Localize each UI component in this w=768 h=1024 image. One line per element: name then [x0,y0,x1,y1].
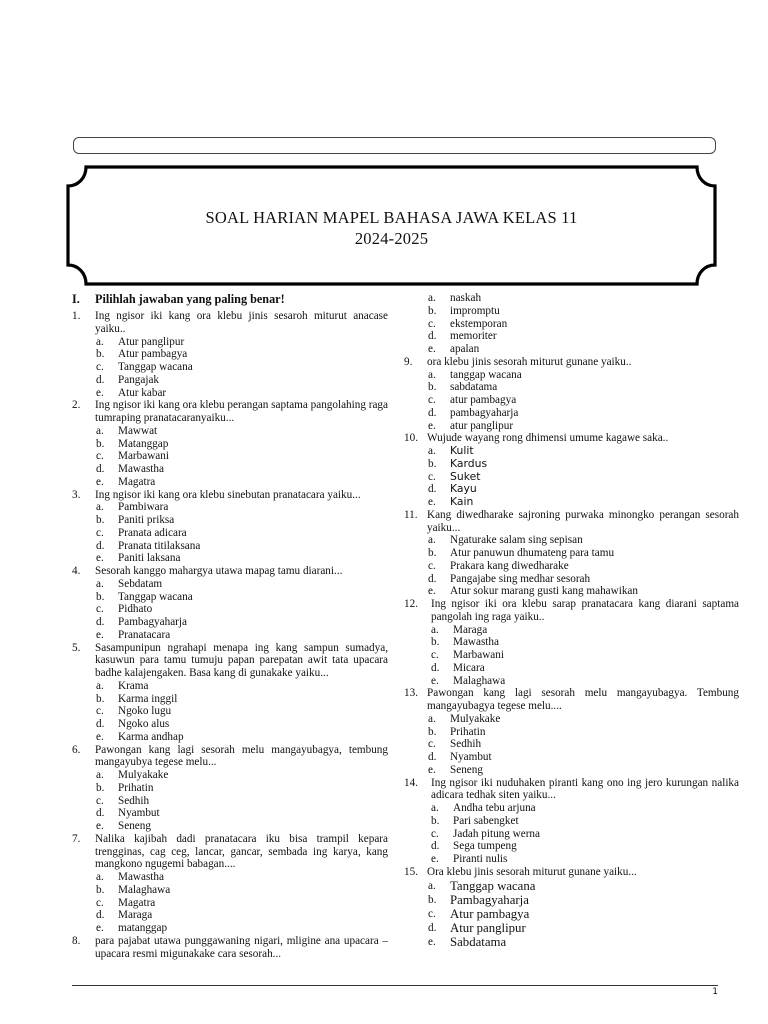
answer-option [404,305,739,318]
option-letter: d. [96,807,105,820]
question-11 [404,509,739,535]
answer-option [72,820,388,833]
option-letter: e. [96,475,104,488]
question-text: Pawongan kang lagi sesorah melu mangayubagya. Tembung mangayubagya tegese melu.... [427,687,739,712]
option-text: Matanggap [118,437,169,450]
option-text: Pambiwara [118,501,169,514]
option-letter: d. [428,921,437,934]
answer-option [404,318,739,331]
option-letter: d. [96,616,105,628]
option-text: atur panglipur [450,419,514,432]
option-letter: a. [428,292,436,304]
option-letter: e. [96,820,104,832]
answer-option [72,718,388,731]
option-text: ekstemporan [450,317,508,330]
question-number: 10. [404,432,418,445]
option-text: Pambagyaharja [450,892,529,907]
answer-option [72,922,388,935]
option-text: Mawwat [118,424,158,437]
answer-option [72,450,388,463]
option-letter: c. [96,896,104,909]
option-letter: c. [96,794,104,807]
option-letter: c. [428,738,436,751]
answer-option [72,348,388,361]
answer-option [404,407,739,420]
option-letter: b. [428,893,437,906]
answer-option [72,769,388,782]
page-number: 1 [712,987,718,997]
option-letter: a. [96,871,104,883]
question-number: 12. [404,598,418,610]
option-letter: b. [428,457,437,470]
option-letter: d. [96,909,105,922]
option-letter: b. [96,514,105,526]
question-text: Sasampunipun ngrahapi menapa ing kang sampun sumadya, kasuwun para tamu tumuju papan parepatan awit tata upacara badhe kalajengaken. Basa kang di gunakake yaiku... [95,641,388,679]
option-text: Pranatacara [118,628,171,641]
option-text: Pranata adicara [118,526,187,539]
option-text: Tanggap wacana [450,878,536,893]
answer-option [72,438,388,451]
option-text: Maraga [453,623,488,636]
option-letter: c. [96,450,104,463]
question-4 [72,565,388,578]
option-text: Mawastha [453,636,499,649]
option-text: Sedhih [118,794,150,807]
option-letter: c. [428,470,436,483]
option-letter: b. [431,814,440,827]
answer-option [404,330,739,343]
option-text: Karma inggil [118,692,178,705]
option-list [72,425,388,489]
question-text: Nalika kajibah dadi pranatacara iku bisa trampil kepara trengginas, cag ceg, lancar, gancar, sembada ing karya, kang mangkono ngugemi babagan.... [95,832,388,871]
option-text: Pangajak [118,373,160,386]
option-letter: e. [96,628,104,641]
option-letter: e. [96,552,104,565]
option-list [72,336,388,400]
question-text: Ora klebu jinis sesorah miturut gunane yaiku... [427,865,637,878]
option-letter: b. [96,692,105,705]
answer-option [72,425,388,438]
option-text: Sabdatama [450,934,507,949]
question-6 [72,744,388,770]
option-letter: e. [428,343,436,355]
option-text: Atur pambagya [450,906,530,921]
option-letter: d. [428,330,437,343]
option-text: Marbawani [118,450,169,463]
section-number: I. [72,292,80,306]
option-text: Atur kabar [118,386,167,399]
option-letter: d. [428,483,437,496]
option-letter: a. [428,445,436,457]
option-letter: e. [428,419,436,432]
option-list [72,769,388,833]
option-letter: a. [96,577,104,590]
question-text: Ing ngisor iki kang ora klebu perangan saptama pangolahing raga tumraping pranatacaranyaiku... [95,399,388,424]
question-13 [404,687,739,713]
answer-option [404,815,739,828]
answer-option [404,921,739,935]
option-text: Seneng [118,820,151,832]
answer-option [72,705,388,718]
answer-option [404,573,739,586]
option-text: matanggap [118,922,168,934]
header-pill-border [73,137,716,154]
question-number: 2. [72,399,81,412]
option-letter: d. [431,840,440,853]
option-letter: a. [96,769,104,781]
answer-option [72,361,388,374]
option-list [404,534,739,598]
answer-option [404,879,739,893]
option-text: Sega tumpeng [453,840,517,853]
option-letter: e. [428,763,436,776]
option-letter: d. [96,539,105,552]
question-number: 13. [404,687,418,700]
answer-option [404,624,739,637]
option-letter: a. [428,712,436,725]
question-text: Sesorah kanggo mahargya utawa mapag tamu diarani... [95,565,343,577]
year-line: 2024-2025 [354,229,429,248]
question-number: 11. [404,508,418,521]
option-letter: c. [428,907,436,920]
option-text: atur pambagya [450,394,517,406]
option-letter: a. [431,802,439,814]
option-list [72,680,388,744]
answer-option [404,394,739,407]
option-text: Pidhato [118,603,153,616]
option-list [404,713,739,777]
answer-option [72,884,388,897]
option-text: memoriter [450,330,497,343]
option-text: Atur pambagya [118,348,188,361]
option-text: Maraga [118,909,153,922]
answer-option [72,552,388,565]
question-text: Ing ngisor iki kang ora klebu jinis sesaroh miturut anacase yaiku.. [95,310,388,335]
option-letter: a. [96,335,104,348]
answer-option [404,893,739,907]
answer-option [72,527,388,540]
option-letter: e. [96,730,104,743]
answer-option [404,802,739,815]
question-9 [404,356,739,369]
answer-option [72,731,388,744]
option-list [72,501,388,565]
question-12 [404,598,739,624]
answer-option [72,514,388,527]
option-letter: c. [96,705,104,718]
option-letter: d. [428,751,437,763]
option-text: Tanggap wacana [118,590,193,603]
question-2 [72,399,388,425]
option-text: Pranata titilaksana [118,539,201,552]
option-text: Mawastha [118,463,164,475]
answer-option [72,463,388,476]
answer-option [404,343,739,356]
option-letter: d. [96,373,105,386]
question-text: Ing ngisor iki kang ora klebu sinebutan pranatacara yaiku... [95,488,361,501]
option-letter: e. [428,496,436,508]
option-text: Paniti priksa [118,514,175,526]
option-letter: a. [96,679,104,692]
option-text: tanggap wacana [450,368,522,381]
answer-option [72,476,388,489]
option-text: Prihatin [450,725,486,738]
option-letter: a. [428,368,436,381]
option-text: naskah [450,292,482,304]
option-letter: c. [96,603,104,616]
option-text: Sebdatam [118,577,163,590]
option-letter: e. [96,386,104,399]
question-number: 4. [72,565,81,577]
option-letter: b. [96,348,105,361]
option-letter: b. [428,725,437,738]
option-list [72,871,388,935]
question-number: 6. [72,743,81,756]
option-text: Malaghawa [453,674,506,687]
option-text: Ngoko lugu [118,705,172,718]
option-text: Prihatin [118,781,154,794]
option-letter: b. [96,781,105,794]
answer-option [404,292,739,305]
answer-option [72,578,388,591]
question-1 [72,310,388,336]
option-text: Paniti laksana [118,552,181,565]
answer-option [404,649,739,662]
option-text: Ngoko alus [118,718,170,730]
option-text: Marbawani [453,649,504,661]
option-letter: c. [96,526,104,539]
question-3 [72,489,388,502]
option-text: Nyambut [450,751,492,763]
option-text: Seneng [450,763,483,776]
option-text: Kardus [450,456,488,470]
question-text: para pajabat utawa punggawaning nigari, mligine ana upacara – upacara resmi migunakake cara sesorah... [95,934,388,960]
option-letter: b. [428,547,437,559]
option-text: Jadah pitung werna [453,827,540,840]
left-column [72,292,388,960]
answer-option [404,764,739,777]
answer-option [404,853,739,866]
option-text: Karma andhap [118,730,184,743]
option-letter: d. [428,572,437,585]
answer-option [404,751,739,764]
option-list [404,879,739,949]
question-text: Pawongan kang lagi sesorah melu mangayubagya, tembung mangayubya tegese melu... [95,743,388,769]
footer-divider [72,985,718,986]
option-text: Ngaturake salam sing sepisan [450,534,583,547]
question-number: 5. [72,641,81,654]
option-letter: a. [428,534,436,547]
answer-option [404,547,739,560]
answer-option [404,458,739,471]
option-letter: e. [428,585,436,598]
option-letter: b. [431,636,440,649]
question-5 [72,642,388,680]
answer-option [404,420,739,433]
answer-option [72,782,388,795]
answer-option [404,369,739,382]
question-text: Ing ngisor iki ora klebu sarap pranatacara kang diarani saptama pangolah ing raga yaiku.. [431,598,739,623]
option-letter: c. [428,559,436,572]
answer-option [72,897,388,910]
answer-option [72,795,388,808]
option-list [404,802,739,866]
answer-option [72,501,388,514]
question-text: Ing ngisor iki nuduhaken piranti kang ono ing jero kurungan nalika adicara tedhak siten yaiku... [431,776,739,802]
option-text: Pangajabe sing medhar sesorah [450,572,591,585]
answer-option [72,387,388,400]
answer-option [404,726,739,739]
answer-option [404,662,739,675]
answer-option [72,693,388,706]
option-list [404,292,739,356]
answer-option [404,560,739,573]
option-letter: c. [431,827,439,840]
answer-option [404,675,739,688]
option-text: Sedhih [450,738,482,751]
option-text: Atur panglipur [450,920,526,935]
option-text: Tanggap wacana [118,361,193,373]
option-text: Suket [450,469,481,483]
option-letter: a. [428,879,436,892]
option-text: Pari sabengket [453,814,519,827]
option-text: impromptu [450,304,500,317]
question-number: 1. [72,310,81,322]
answer-option [404,534,739,547]
question-number: 9. [404,355,413,368]
option-list [404,445,739,509]
option-text: Micara [453,661,485,674]
answer-option [72,871,388,884]
answer-option [72,591,388,604]
option-text: Atur panuwun dhumateng para tamu [450,547,615,559]
answer-option [404,445,739,458]
option-text: Andha tebu arjuna [453,802,536,814]
option-letter: a. [96,501,104,514]
document-title [66,207,717,249]
answer-option [404,935,739,949]
answer-option [72,336,388,349]
question-8 [72,935,388,961]
question-text: Wujude wayang rong dhimensi umume kagawe saka.. [427,432,669,445]
answer-option [404,585,739,598]
option-letter: b. [428,304,437,317]
option-letter: e. [96,922,104,934]
option-text: Pambagyaharja [118,616,187,628]
option-letter: d. [428,406,437,419]
option-text: apalan [450,343,480,355]
answer-option [404,713,739,726]
option-letter: c. [431,649,439,661]
option-text: Mulyakake [450,712,501,725]
answer-option [404,738,739,751]
option-text: Atur panglipur [118,335,185,348]
question-text: ora klebu jinis sesorah miturut gunane yaiku.. [427,355,632,368]
option-letter: c. [428,317,436,330]
answer-option [72,909,388,922]
option-text: Kayu [450,482,477,496]
option-text: Kain [450,495,474,508]
answer-option [404,907,739,921]
option-letter: a. [431,623,439,636]
answer-option [72,616,388,629]
right-column [404,292,739,949]
option-list [72,578,388,642]
option-letter: c. [96,361,104,373]
question-number: 3. [72,488,81,501]
answer-option [404,496,739,509]
answer-option [72,629,388,642]
option-letter: e. [431,853,439,865]
question-7 [72,833,388,871]
question-number: 8. [72,934,81,947]
option-text: Mawastha [118,871,164,883]
question-15 [404,866,739,879]
option-text: Magatra [118,475,156,488]
option-letter: d. [431,661,440,674]
question-text: Kang diwedharake sajroning purwaka minongko perangan sesorah yaiku... [427,508,739,534]
option-text: pambagyaharja [450,406,519,419]
question-number: 14. [404,776,418,789]
option-letter: e. [431,674,439,687]
option-letter: d. [96,463,105,475]
option-letter: b. [96,590,105,603]
option-text: Malaghawa [118,883,171,896]
option-list [404,369,739,433]
question-number: 7. [72,832,81,845]
option-letter: b. [96,883,105,896]
option-letter: c. [428,394,436,406]
option-text: Nyambut [118,807,160,820]
option-list [404,624,739,688]
section-heading [72,292,388,306]
section-label: Pilihlah jawaban yang paling benar! [95,292,285,306]
title-line: SOAL HARIAN MAPEL BAHASA JAWA KELAS 11 [205,208,578,227]
answer-option [72,540,388,553]
option-text: Piranti nulis [453,853,508,865]
answer-option [72,374,388,387]
option-letter: d. [96,718,105,730]
option-text: Atur sokur marang gusti kang mahawikan [450,585,638,598]
answer-option [72,680,388,693]
option-text: sabdatama [450,381,498,394]
option-text: Kulit [450,444,474,457]
answer-option [404,840,739,853]
option-letter: b. [428,381,437,394]
question-14 [404,777,739,803]
question-number: 15. [404,865,418,878]
option-letter: b. [96,437,105,450]
option-text: Prakara kang diwedharake [450,559,569,572]
answer-option [404,381,739,394]
answer-option [404,636,739,649]
option-letter: e. [428,935,436,948]
option-letter: a. [96,424,104,437]
answer-option [72,807,388,820]
answer-option [404,828,739,841]
option-text: Krama [118,679,149,692]
answer-option [72,603,388,616]
option-text: Magatra [118,896,156,909]
option-text: Mulyakake [118,769,169,781]
